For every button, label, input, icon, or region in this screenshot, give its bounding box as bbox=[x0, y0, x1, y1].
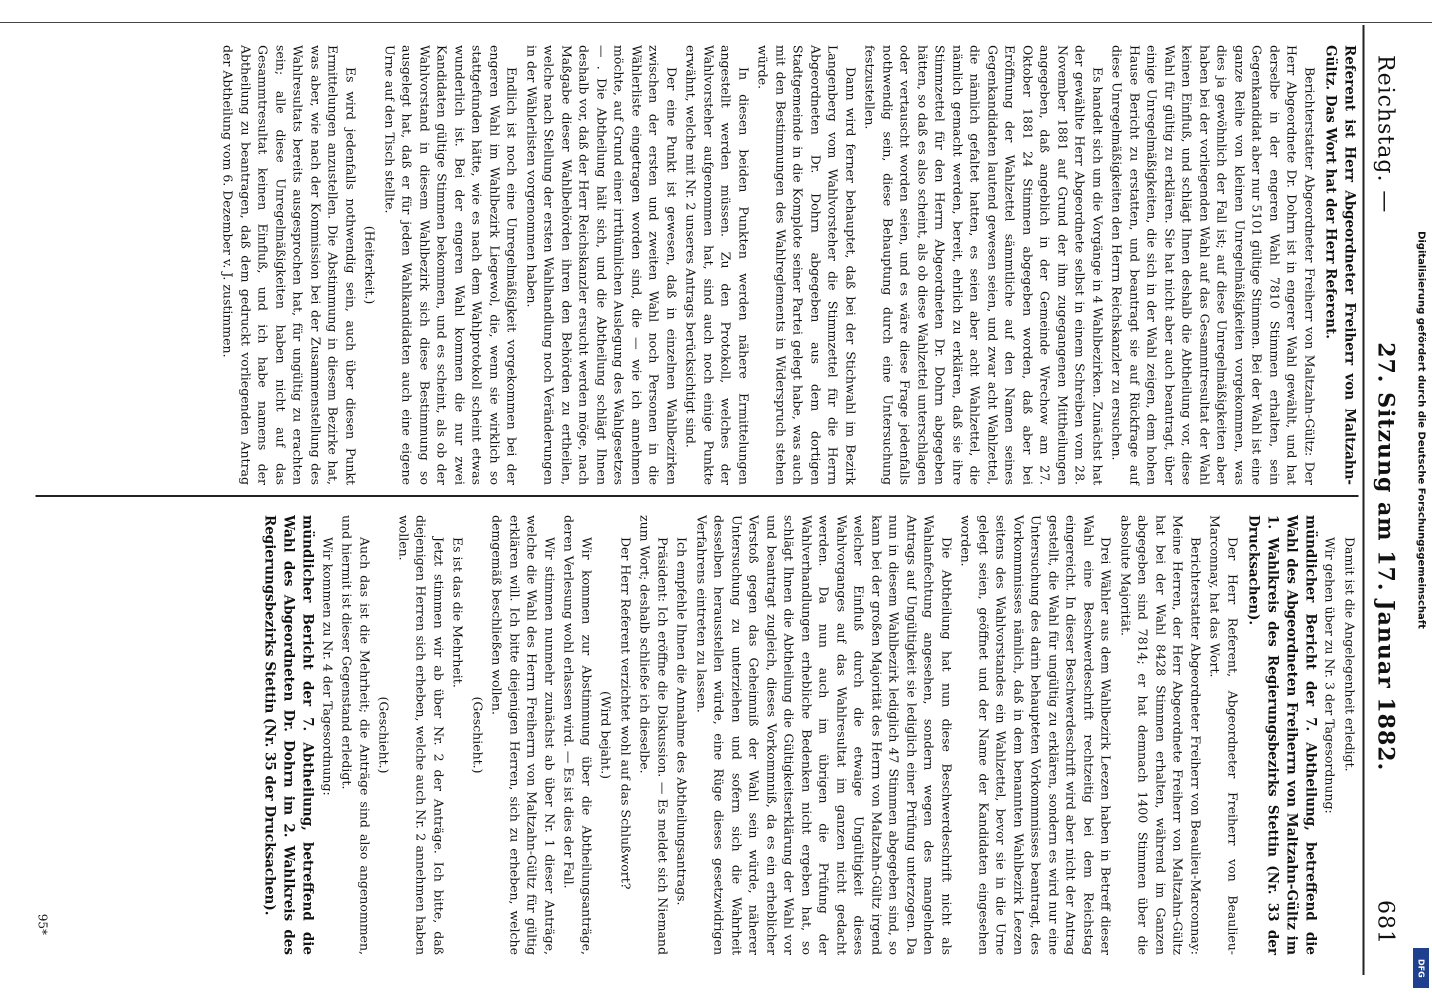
left-column bbox=[34, 45, 1359, 485]
paragraph: Dann wird ferner behauptet, daß bei der Stichwahl im Bezirk Langenberg vom Wahlvorsteher die Stimmzettel für die Herrn Abgeordneten Dr. Dohrn abgegeben aus dem dortigen Stadtgemeinde in die Komplote seiner Partei gelegt habe, was auch mit den Bestimmungen des Wahlreglements in Widerspruch stehen würde. bbox=[756, 45, 859, 485]
stage-direction: (Wird bejaht.) bbox=[599, 690, 614, 780]
paragraph: Ich empfehle Ihnen die Annahme des Abtheilungsantrags. bbox=[675, 537, 690, 906]
paragraph: Der Herr Referent, Abgeordneter Freiherr von Beaulieu-Marconnay, hat das Wort. bbox=[1208, 515, 1241, 955]
header-left: Reichstag. — bbox=[1373, 55, 1398, 214]
paragraph: Die Abtheilung hat nun diese Beschwerdeschrift nicht als Wahlanfechtung angesehen, sondern wegen des mangelnden Antrags auf Ungültigkeit sie lediglich einer Prüfung unterzogen. Da nun in diesem Wahlbezirk lediglich 47 Stimmen abgegeben sind, so kann bei der großen Majorität des Herrn von Maltzahn-Gültz irgend welcher Einfluß durch die etwaige Ungültigkeit dieses Wahlvorganges auf das Wahlresultat im ganzen nicht gedacht werden. Da nun auch im übrigen die Prüfung der Wahlverhandlungen erhebliche Bedenken nicht ergeben hat, so schlägt Ihnen die Abtheilung die Gültigkeitserklärung der Wahl vor und beantragt zugleich, dieses Vorkommniß, da es ein erheblicher Verstoß gegen das Geheimniß der Wahl sein würde, näherer Untersuchung zu unterziehen und sofern sich die Wahrheit desselben herausstellen würde, eine Rüge dieses gesetzwidrigen Verfahrens eintreten zu lassen. bbox=[694, 515, 955, 955]
scan-edge-line bbox=[0, 22, 1432, 23]
paragraph: Berichterstatter Abgeordneter Freiherr von Maltzahn-Gültz: Der Herr Abgeordnete Dr. Dohrn ist in engerer Wahl gewählt, und hat derselbe in der engeren Wahl 7810 Stimmen erhalten, sein Gegenkandidat aber nur 5101 gültige Stimmen. Bei der Wahl ist eine ganze Reihe von kleinen Unregelmäßigkeiten vorgekommen, was dies ja gewöhnlich der Fall ist; auf diese Unregelmäßigkeiten aber haben bei der vorliegenden Wahl auf das Gesammtresultat der Wahl keinen Einfluß, und schlägt Ihnen deshalb die Abtheilung vor, diese Wahl für gültig zu erklären. Sie hat nicht aber auch beantragt, über einige Unregelmäßigkeiten, die sich in der Wahl zeigen, dem hohen Hause Bericht zu erstatten, und beantragt sie auf Rückfrage auf diese Unregelmäßigkeiten den Herrn Reichskanzler zu ersuchen. bbox=[1110, 45, 1318, 485]
digitization-sidebar bbox=[1410, 0, 1432, 1000]
paragraph: In diesen beiden Punkten werden nähere Ermittelungen angestellt werden müssen. Zu den Protokoll, welches der Wahlvorsteher aufgenommen hat, sind auch noch einige Punkte erwähnt, welche mit Nr. 2 unseres Antrags berücksichtigt sind. bbox=[684, 45, 752, 485]
stage-direction: (Geschieht.) bbox=[470, 696, 486, 774]
stage-direction: (Heiterkeit.) bbox=[363, 225, 378, 305]
stage-direction: (Geschieht.) bbox=[377, 696, 392, 774]
paragraph: Jetzt stimmen wir ab über Nr. 2 der Anträge. Ich bitte, daß diejenigen Herren sich erheben, welche auch Nr. 2 annehmen haben wollen. bbox=[396, 515, 447, 955]
paragraph: Wir kommen zur Abstimmung über die Abtheilungsanträge, deren Verlesung wohl erlassen wird. — Es ist dies der Fall. bbox=[562, 515, 595, 955]
paragraph: Der Herr Referent verzichtet wohl auf das Schlußwort? bbox=[618, 537, 634, 890]
paragraph: Der eine Punkt ist gewesen, daß in einzelnen Wahlbezirken zwischen der ersten und zweiten Wahl noch Personen in die Wählerliste eingetragen worden sind, die — wie ich annehmen möchte, auf Grund einer irrthümlichen Auslegung des Wahlgesetzes — . Die Abtheilung hält sich, und die Abtheilung schlägt Ihnen deshalb vor, daß der Herr Reichskanzler ersucht werden möge, nach Maßgabe dieser Wahlbehörden ihren den Behörden zu ertheilen, welche nach Stellung der ersten Wahlhandlung noch Veränderungen in der Wählerlisten vorgenommen haben. bbox=[524, 45, 680, 485]
paragraph: Wir gehen über zu Nr. 3 der Tagesordnung: bbox=[1323, 537, 1338, 814]
dfg-logo: DFG bbox=[1413, 948, 1429, 988]
paragraph: Wir kommen zu Nr. 4 der Tagesordnung: bbox=[320, 537, 336, 796]
column-divider bbox=[36, 495, 1359, 497]
header-rule bbox=[1363, 25, 1365, 975]
page-number: 681 bbox=[1373, 900, 1398, 945]
paragraph: Wir stimmen nunmehr zunächst ab über Nr. 1 dieser Anträge, welche die Wahl des Herrn Freiherrn von Maltzahn-Gültz für gültig erklären will. Ich bitte diejenigen Herren, sich zu erheben, welche demgemäß beschließen wollen. bbox=[490, 515, 558, 955]
paragraph: Drei Wähler aus dem Wahlbezirk Leezen haben in Betreff dieser Wahl eine Beschwerdeschrift rechtzeitig bei dem Reichstag eingereicht. In dieser Beschwerdeschrift wird aber nicht der Antrag gestellt, die Wahl für ungültig zu erklären, sondern es wird nur eine Untersuchung des darin behaupteten Vorkommnisses beantragt, des Vorkommnisses nämlich, daß in dem benannten Wahlbezirk Leezen seitens des Wahlvorstandes ein Wahlzettel, bevor sie in die Urne gelegt seien, geöffnet und der Name der Kandidaten eingesehen worden. bbox=[959, 515, 1114, 955]
paragraph: Berichterstatter Abgeordneter Freiherr von Beaulieu-Marconnay: Meine Herren, der Herr Abgeordnete Freiherr von Maltzahn-Gültz hat bei der Wahl 8428 Stimmen erhalten, während im Ganzen abgegeben sind 7814; er hat demnach 1400 Stimmen über die absolute Majorität. bbox=[1118, 515, 1204, 955]
paragraph: Es handelt sich um die Vorgänge in 4 Wahlbezirken. Zunächst hat der gewählte Herr Abgeordnete selbst in einem Schreiben vom 28. November 1881 auf Grund der ihm zugegangenen Mittheilungen angegeben, daß angeblich in der Gemeinde Wrechow am 27. Oktober 1881 24 Stimmen abgegeben worden, daß aber bei Eröffnung der Wahlzettel sämmtliche auf den Namen seines Gegenkandidaten lautend gewesen seien, und zwar acht Wahlzettel, die nämlich gefaltet hatten, es seien aber acht Wahlzettel, die nämlich gemacht werden, bereit, ehrlich zu erklären, daß sie ihre Stimmzettel für den Herrn Abgeordneten Dr. Dohrn abgegeben hätten, so daß es also scheint, als ob diese Wahlzettel unterschlagen oder vertauscht worden seien, und es wäre diese Frage jedenfalls nothwendig sein, diese Behauptung durch eine Untersuchung festzustellen. bbox=[863, 45, 1106, 485]
right-column bbox=[34, 515, 1359, 955]
rotated-newspaper-page bbox=[24, 25, 1409, 975]
section-heading: mündlicher Bericht der 7. Abtheilung, betreffend die Wahl des Abgeordneten Freiherrn von Maltzahn-Gültz im 1. Wahlkreis des Regierungsbezirks Stettin (Nr. 33 der Drucksachen). bbox=[1245, 515, 1319, 955]
paragraph: Auch das ist die Mehrheit; die Anträge sind also angenommen, und hiermit ist dieser Gegenstand erledigt. bbox=[340, 515, 373, 955]
paragraph: Damit ist die Angelegenheit erledigt. bbox=[1342, 537, 1358, 772]
paragraph: Es wird jedenfalls nothwendig sein, auch über diesen Punkt Ermittelungen anzustellen. Die Abstimmung in diesem Bezirke hat, was aber, wie nach der Kommission bei der Zusammenstellung des Wahlresultats bereits ausgesprochen hat, für ungültig zu erachten sein; alle diese Unregelmäßigkeiten haben nicht auf das Gesammtresultat keinen Einfluß, und ich habe namens der Abtheilung zu beantragen, daß dem gedruckt vorliegenden Antrag der Abtheilung vom 6. Dezember v. J. zustimmen. bbox=[221, 45, 359, 485]
footer-note: 95* bbox=[35, 913, 50, 935]
sidebar-credit: Digitalisierung gefördert durch die Deutsche Forschungsgemeinschaft bbox=[1415, 231, 1427, 629]
section-heading: mündlicher Bericht der 7. Abtheilung, betreffend die Wahl des Abgeordneten Dr. Dohrn im 2. Wahlkreis des Regierungsbezirks Stettin (Nr. 35 der Drucksachen). bbox=[262, 515, 316, 955]
paragraph: Präsident: Ich eröffne die Diskussion. — Es meldet sich Niemand zum Wort; deshalb schließe ich dieselbe. bbox=[638, 515, 671, 955]
paragraph: Es ist das die Mehrheit. bbox=[451, 537, 466, 688]
page-header bbox=[1371, 55, 1401, 945]
paragraph: Endlich ist noch eine Unregelmäßigkeit vorgekommen bei der engeren Wahl im Wahlbezirk Liegewol, die, wenn sie wirklich so stattgefunden hätte, wie es nach dem Wahlprotokoll scheint etwas wunderlich ist. Bei der engeren Wahl kommen die nur zwei Kandidaten gültige Stimmen bekommen, und es scheint, als ob der Wahlvorstand in diesem Wahlbezirk sich diese Bestimmung so ausgelegt hat, daß er für jeden Wahlkandidaten auch eine eigene Urne auf den Tisch stellte. bbox=[382, 45, 520, 485]
section-heading: Referent ist Herr Abgeordneter Freiherr von Maltzahn-Gültz. Das Wort hat der Herr Referent. bbox=[1322, 45, 1358, 485]
header-title: 27. Sitzung am 17. Januar 1882. bbox=[1372, 342, 1399, 772]
